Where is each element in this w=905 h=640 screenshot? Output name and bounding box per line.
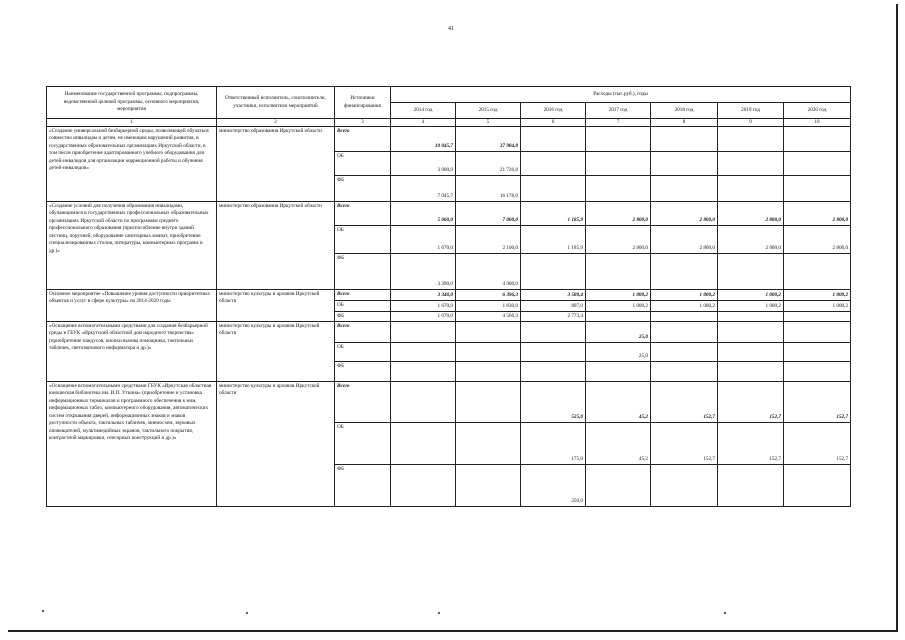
column-number: 10 — [784, 119, 851, 127]
expense-value — [651, 322, 718, 343]
expense-value: 525,0 — [521, 382, 586, 423]
page-number: 41 — [448, 26, 454, 32]
expense-value: 152,7 — [784, 423, 851, 465]
expense-value: 1 000,2 — [586, 301, 651, 312]
expense-value: 1 670,0 — [391, 301, 456, 312]
expense-value: 1 000,2 — [784, 290, 851, 301]
expense-value — [718, 322, 784, 343]
expense-value — [586, 254, 651, 290]
scan-speck — [438, 612, 440, 614]
expense-value — [651, 465, 718, 507]
column-number-row — [47, 119, 851, 127]
expenses-table — [46, 86, 851, 507]
expense-value — [456, 423, 521, 465]
expense-value — [586, 312, 651, 322]
expense-value: 1 000,2 — [718, 301, 784, 312]
table-row — [47, 322, 851, 343]
expense-value — [651, 312, 718, 322]
expense-value: 152,7 — [718, 382, 784, 423]
expense-value: 1 000,2 — [784, 301, 851, 312]
funding-source: Всего — [335, 202, 391, 226]
expense-value — [718, 176, 784, 202]
expense-value: 152,7 — [784, 382, 851, 423]
expense-value — [718, 465, 784, 507]
expense-value — [651, 343, 718, 362]
expense-value: 2 800,0 — [651, 202, 718, 226]
expense-value: 152,7 — [718, 423, 784, 465]
funding-source: ОБ — [335, 343, 391, 362]
program-executor: министерство культуры и архивов Иркутской области — [217, 382, 335, 507]
expense-value — [718, 152, 784, 176]
column-number: 1 — [47, 119, 217, 127]
expense-value: 152,7 — [651, 382, 718, 423]
expense-value — [456, 465, 521, 507]
expense-value: 1 670,0 — [391, 312, 456, 322]
expense-value: 2 800,0 — [651, 226, 718, 254]
expense-value — [651, 362, 718, 382]
expense-value — [784, 312, 851, 322]
expense-value — [718, 343, 784, 362]
header-year: 2020 год — [784, 103, 851, 119]
header-program: Наименование государственной программы, подпрограммы, ведомственной целевой программы, основного мероприятия, мероприятия — [47, 87, 217, 119]
expense-value — [521, 152, 586, 176]
expense-value: 3 000,0 — [391, 152, 456, 176]
table-row — [47, 382, 851, 423]
expense-value — [718, 127, 784, 152]
funding-source: Всего — [335, 382, 391, 423]
expense-value: 21 726,8 — [456, 152, 521, 176]
table-row — [47, 127, 851, 152]
expense-value: 5 060,0 — [391, 202, 456, 226]
header-year: 2014 год — [391, 103, 456, 119]
expense-value — [784, 322, 851, 343]
expense-value — [456, 382, 521, 423]
header-executor: Ответственный исполнитель, соисполнители, участники, исполнители мероприятий — [217, 87, 335, 119]
expense-value — [586, 127, 651, 152]
funding-source: ОБ — [335, 226, 391, 254]
expense-value — [391, 382, 456, 423]
expense-value — [391, 465, 456, 507]
expense-value — [521, 254, 586, 290]
expense-value: 37 904,8 — [456, 127, 521, 152]
expense-value: 25,0 — [586, 343, 651, 362]
expense-value — [521, 322, 586, 343]
header-year: 2016 год — [521, 103, 586, 119]
expense-value: 3 390,0 — [391, 254, 456, 290]
column-number: 5 — [456, 119, 521, 127]
expense-value: 45,2 — [586, 382, 651, 423]
expense-value: 7 000,0 — [456, 202, 521, 226]
header-row — [47, 87, 851, 103]
expense-value: 4 566,3 — [456, 312, 521, 322]
expense-value — [651, 176, 718, 202]
expense-value — [784, 152, 851, 176]
expense-value — [718, 362, 784, 382]
table-row — [47, 202, 851, 226]
funding-source: Всего — [335, 127, 391, 152]
funding-source: ОБ — [335, 423, 391, 465]
column-number: 2 — [217, 119, 335, 127]
expense-value: 2 800,0 — [586, 202, 651, 226]
expense-value: 7 045,7 — [391, 176, 456, 202]
expense-value: 2 800,0 — [586, 226, 651, 254]
table-header — [47, 87, 851, 127]
expense-value — [456, 322, 521, 343]
column-number: 4 — [391, 119, 456, 127]
expense-value — [521, 176, 586, 202]
program-executor: министерство культуры и архивов Иркутской области — [217, 290, 335, 322]
expense-value — [391, 322, 456, 343]
funding-source: Всего — [335, 322, 391, 343]
expense-value: 6 396,3 — [456, 290, 521, 301]
expense-value — [391, 343, 456, 362]
funding-source: Всего — [335, 290, 391, 301]
expense-value — [718, 312, 784, 322]
expense-value — [456, 343, 521, 362]
program-executor: министерство образования Иркутской области — [217, 127, 335, 202]
expense-value: 1 000,2 — [651, 290, 718, 301]
funding-source: ФБ — [335, 176, 391, 202]
table-row — [47, 290, 851, 301]
program-name: «Создание условий для получения образования инвалидами, обучающимися в государственных профессиональных образовательных организациях Иркутской области по программам среднего профессионального образования (приспособление внутри зданий лестниц, поручней, оборудование санитарных комнат, приобретение специализированных столов, литературы, компьютерных программ и др.)» — [47, 202, 217, 290]
expense-value: 1 000,2 — [718, 290, 784, 301]
program-name: «Оснащение вспомогательными средствами ГБУК «Иркутская областная юношеская библиотека им. И.П. Уткина» (приобретение и установка информационных терминалов и программного обеспечения к ним, информационных табло, компьютерного оборудования, автоматических систем открывания дверей, информационных знаков и знаков доступности объекта, тактильных табличек, мнемосхем, звуковых оповещателей, мультимедийных экранов, тактильного покрытия, контрастной маркировки, сенсорных конструкций и др.)» — [47, 382, 217, 507]
expense-value: 1 185,9 — [521, 202, 586, 226]
expense-value — [651, 152, 718, 176]
column-number: 3 — [335, 119, 391, 127]
expense-value — [784, 176, 851, 202]
expense-value: 2 800,0 — [718, 226, 784, 254]
funding-source: ФБ — [335, 465, 391, 507]
expense-value: 2 800,0 — [784, 226, 851, 254]
expense-value: 2 800,0 — [718, 202, 784, 226]
funding-source: ФБ — [335, 362, 391, 382]
expense-value: 1 830,0 — [456, 301, 521, 312]
program-executor: министерство образования Иркутской области — [217, 202, 335, 290]
expense-value: 1 670,0 — [391, 226, 456, 254]
expense-value — [521, 343, 586, 362]
expense-value — [521, 362, 586, 382]
funding-source: ОБ — [335, 152, 391, 176]
header-expenses: Расходы (тыс.руб.), годы — [391, 87, 851, 103]
scan-speck — [42, 610, 44, 612]
expense-value: 2 773,4 — [521, 312, 586, 322]
expense-value: 1 000,2 — [651, 301, 718, 312]
expense-value: 4 900,0 — [456, 254, 521, 290]
expense-value: 152,7 — [651, 423, 718, 465]
expense-value — [586, 152, 651, 176]
funding-source: ФБ — [335, 312, 391, 322]
column-number: 8 — [651, 119, 718, 127]
expense-value: 2 100,0 — [456, 226, 521, 254]
column-number: 7 — [586, 119, 651, 127]
expense-value: 1 000,2 — [586, 290, 651, 301]
program-name: «Создание универсальной безбарьерной среды, позволяющей обучаться совместно инвалидам и детям, не имеющим нарушений развития, в государственных образовательных организациях Иркутской области, в том числе приобретение адаптированного учебного оборудования для детей-инвалидов для организации коррекционной работы и обучения детей-инвалидов» — [47, 127, 217, 202]
expense-value — [586, 465, 651, 507]
column-number: 9 — [718, 119, 784, 127]
expense-value — [391, 362, 456, 382]
expense-value — [586, 362, 651, 382]
expense-value: 3 340,0 — [391, 290, 456, 301]
scan-speck — [246, 612, 248, 614]
expense-value — [391, 423, 456, 465]
table-body — [47, 127, 851, 507]
expense-value: 45,2 — [586, 423, 651, 465]
expense-value — [784, 254, 851, 290]
expense-value: 175,0 — [521, 423, 586, 465]
program-executor: министерство культуры и архивов Иркутской области — [217, 322, 335, 382]
expense-value — [586, 176, 651, 202]
expense-value: 807,0 — [521, 301, 586, 312]
program-name: «Оснащение вспомогательными средствами для создания безбарьерной среды в ГБУК «Иркутский областной дом народного творчества» (приобретение пандусов, кнопки вызова помощника, тактильных табличек, светозвукового информатора и др.)» — [47, 322, 217, 382]
expense-value: 10 045,7 — [391, 127, 456, 152]
expense-value — [784, 343, 851, 362]
expense-value — [651, 127, 718, 152]
header-year: 2019 год — [718, 103, 784, 119]
header-sources: Источники финансирования — [335, 87, 391, 119]
header-year: 2018 год — [651, 103, 718, 119]
expense-value — [651, 254, 718, 290]
column-number: 6 — [521, 119, 586, 127]
expense-value — [784, 127, 851, 152]
expense-value — [784, 362, 851, 382]
expense-value: 16 178,0 — [456, 176, 521, 202]
expense-value: 25,0 — [586, 322, 651, 343]
expense-value: 3 580,4 — [521, 290, 586, 301]
expense-value — [718, 254, 784, 290]
funding-source: ОБ — [335, 301, 391, 312]
expense-value — [521, 127, 586, 152]
expense-value — [784, 465, 851, 507]
expense-value — [456, 362, 521, 382]
expense-value: 1 185,9 — [521, 226, 586, 254]
header-year: 2015 год — [456, 103, 521, 119]
header-year: 2017 год — [586, 103, 651, 119]
funding-source: ФБ — [335, 254, 391, 290]
program-name: Основное мероприятие «Повышение уровня доступности приоритетных объектов и услуг в сфере культуры» на 2014-2020 годы — [47, 290, 217, 322]
scan-speck — [724, 612, 726, 614]
expense-value: 350,0 — [521, 465, 586, 507]
expense-value: 2 800,0 — [784, 202, 851, 226]
